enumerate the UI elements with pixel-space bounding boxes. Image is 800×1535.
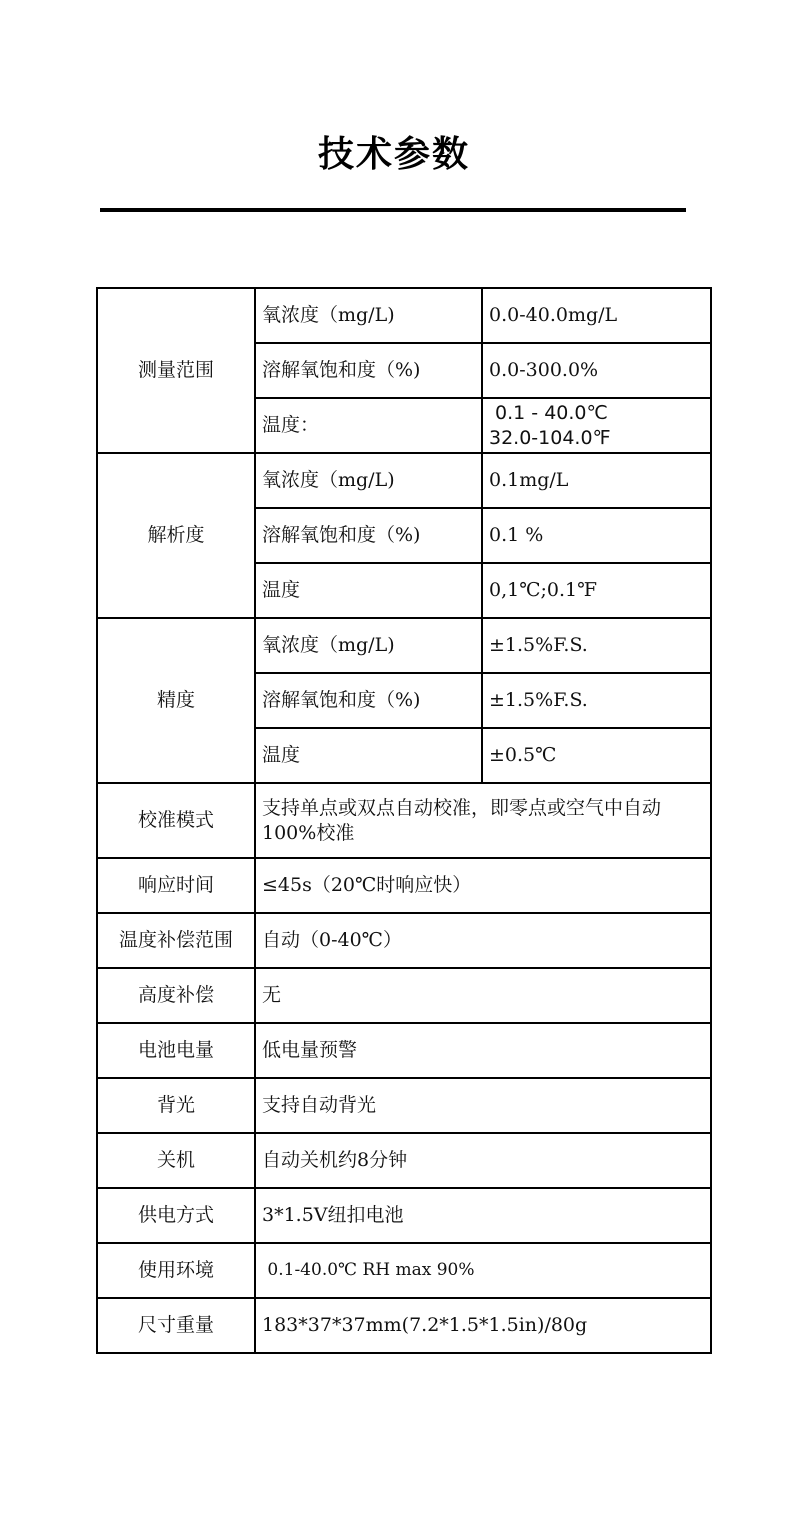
- table-row: [97, 783, 711, 858]
- category-accuracy: 精度: [97, 618, 255, 783]
- category-measurement-range: 测量范围: [97, 288, 255, 453]
- item-value: 0.0-40.0mg/L: [482, 288, 711, 343]
- item-label: 温度: [255, 563, 482, 618]
- spec-label: 校准模式: [97, 783, 255, 858]
- item-value: ±0.5℃: [482, 728, 711, 783]
- item-value-temperature-range: [482, 398, 711, 453]
- title-underline: [100, 208, 686, 212]
- spec-value: 3*1.5V纽扣电池: [255, 1188, 711, 1243]
- item-label: 氧浓度（mg/L): [255, 618, 482, 673]
- spec-value: 无: [255, 968, 711, 1023]
- table-row: [97, 1243, 711, 1298]
- page-title: 技术参数: [317, 134, 470, 175]
- item-value: 0.1mg/L: [482, 453, 711, 508]
- spec-label: 高度补偿: [97, 968, 255, 1023]
- item-label: 溶解氧饱和度（%): [255, 343, 482, 398]
- table-row: [97, 1023, 711, 1078]
- table-row: [97, 1188, 711, 1243]
- table-row: [97, 1133, 711, 1188]
- spec-label: 响应时间: [97, 858, 255, 913]
- spec-label: 温度补偿范围: [97, 913, 255, 968]
- table-row: [97, 1078, 711, 1133]
- spec-value: 自动（0-40℃）: [255, 913, 711, 968]
- table-row: [97, 288, 711, 343]
- item-label: 溶解氧饱和度（%): [255, 508, 482, 563]
- spec-label: 背光: [97, 1078, 255, 1133]
- spec-table: [96, 287, 712, 1354]
- value-line-fahrenheit: 32.0-104.0℉: [489, 426, 611, 449]
- spec-value: ≤45s（20℃时响应快）: [255, 858, 711, 913]
- spec-value: 低电量预警: [255, 1023, 711, 1078]
- item-value: 0.1 %: [482, 508, 711, 563]
- spec-value: 自动关机约8分钟: [255, 1133, 711, 1188]
- table-row: [97, 1298, 711, 1353]
- item-value: 0,1℃;0.1℉: [482, 563, 711, 618]
- value-line-celsius: 0.1 - 40.0℃: [489, 401, 608, 424]
- spec-value: 183*37*37mm(7.2*1.5*1.5in)/80g: [255, 1298, 711, 1353]
- item-label: 氧浓度（mg/L): [255, 453, 482, 508]
- spec-label: 关机: [97, 1133, 255, 1188]
- item-label: 温度：: [255, 398, 482, 453]
- category-resolution: 解析度: [97, 453, 255, 618]
- spec-value: 0.1-40.0℃ RH max 90%: [255, 1243, 711, 1298]
- spec-label: 使用环境: [97, 1243, 255, 1298]
- table-row: [97, 968, 711, 1023]
- table-row: [97, 858, 711, 913]
- table-row: [97, 913, 711, 968]
- spec-label: 电池电量: [97, 1023, 255, 1078]
- item-value: 0.0-300.0%: [482, 343, 711, 398]
- item-value: ±1.5%F.S.: [482, 673, 711, 728]
- item-value: ±1.5%F.S.: [482, 618, 711, 673]
- spec-value: 支持单点或双点自动校准，即零点或空气中自动100%校准: [255, 783, 711, 858]
- spec-label: 供电方式: [97, 1188, 255, 1243]
- item-label: 温度: [255, 728, 482, 783]
- item-label: 氧浓度（mg/L): [255, 288, 482, 343]
- spec-value: 支持自动背光: [255, 1078, 711, 1133]
- table-row: [97, 618, 711, 673]
- item-label: 溶解氧饱和度（%): [255, 673, 482, 728]
- spec-label: 尺寸重量: [97, 1298, 255, 1353]
- table-row: [97, 453, 711, 508]
